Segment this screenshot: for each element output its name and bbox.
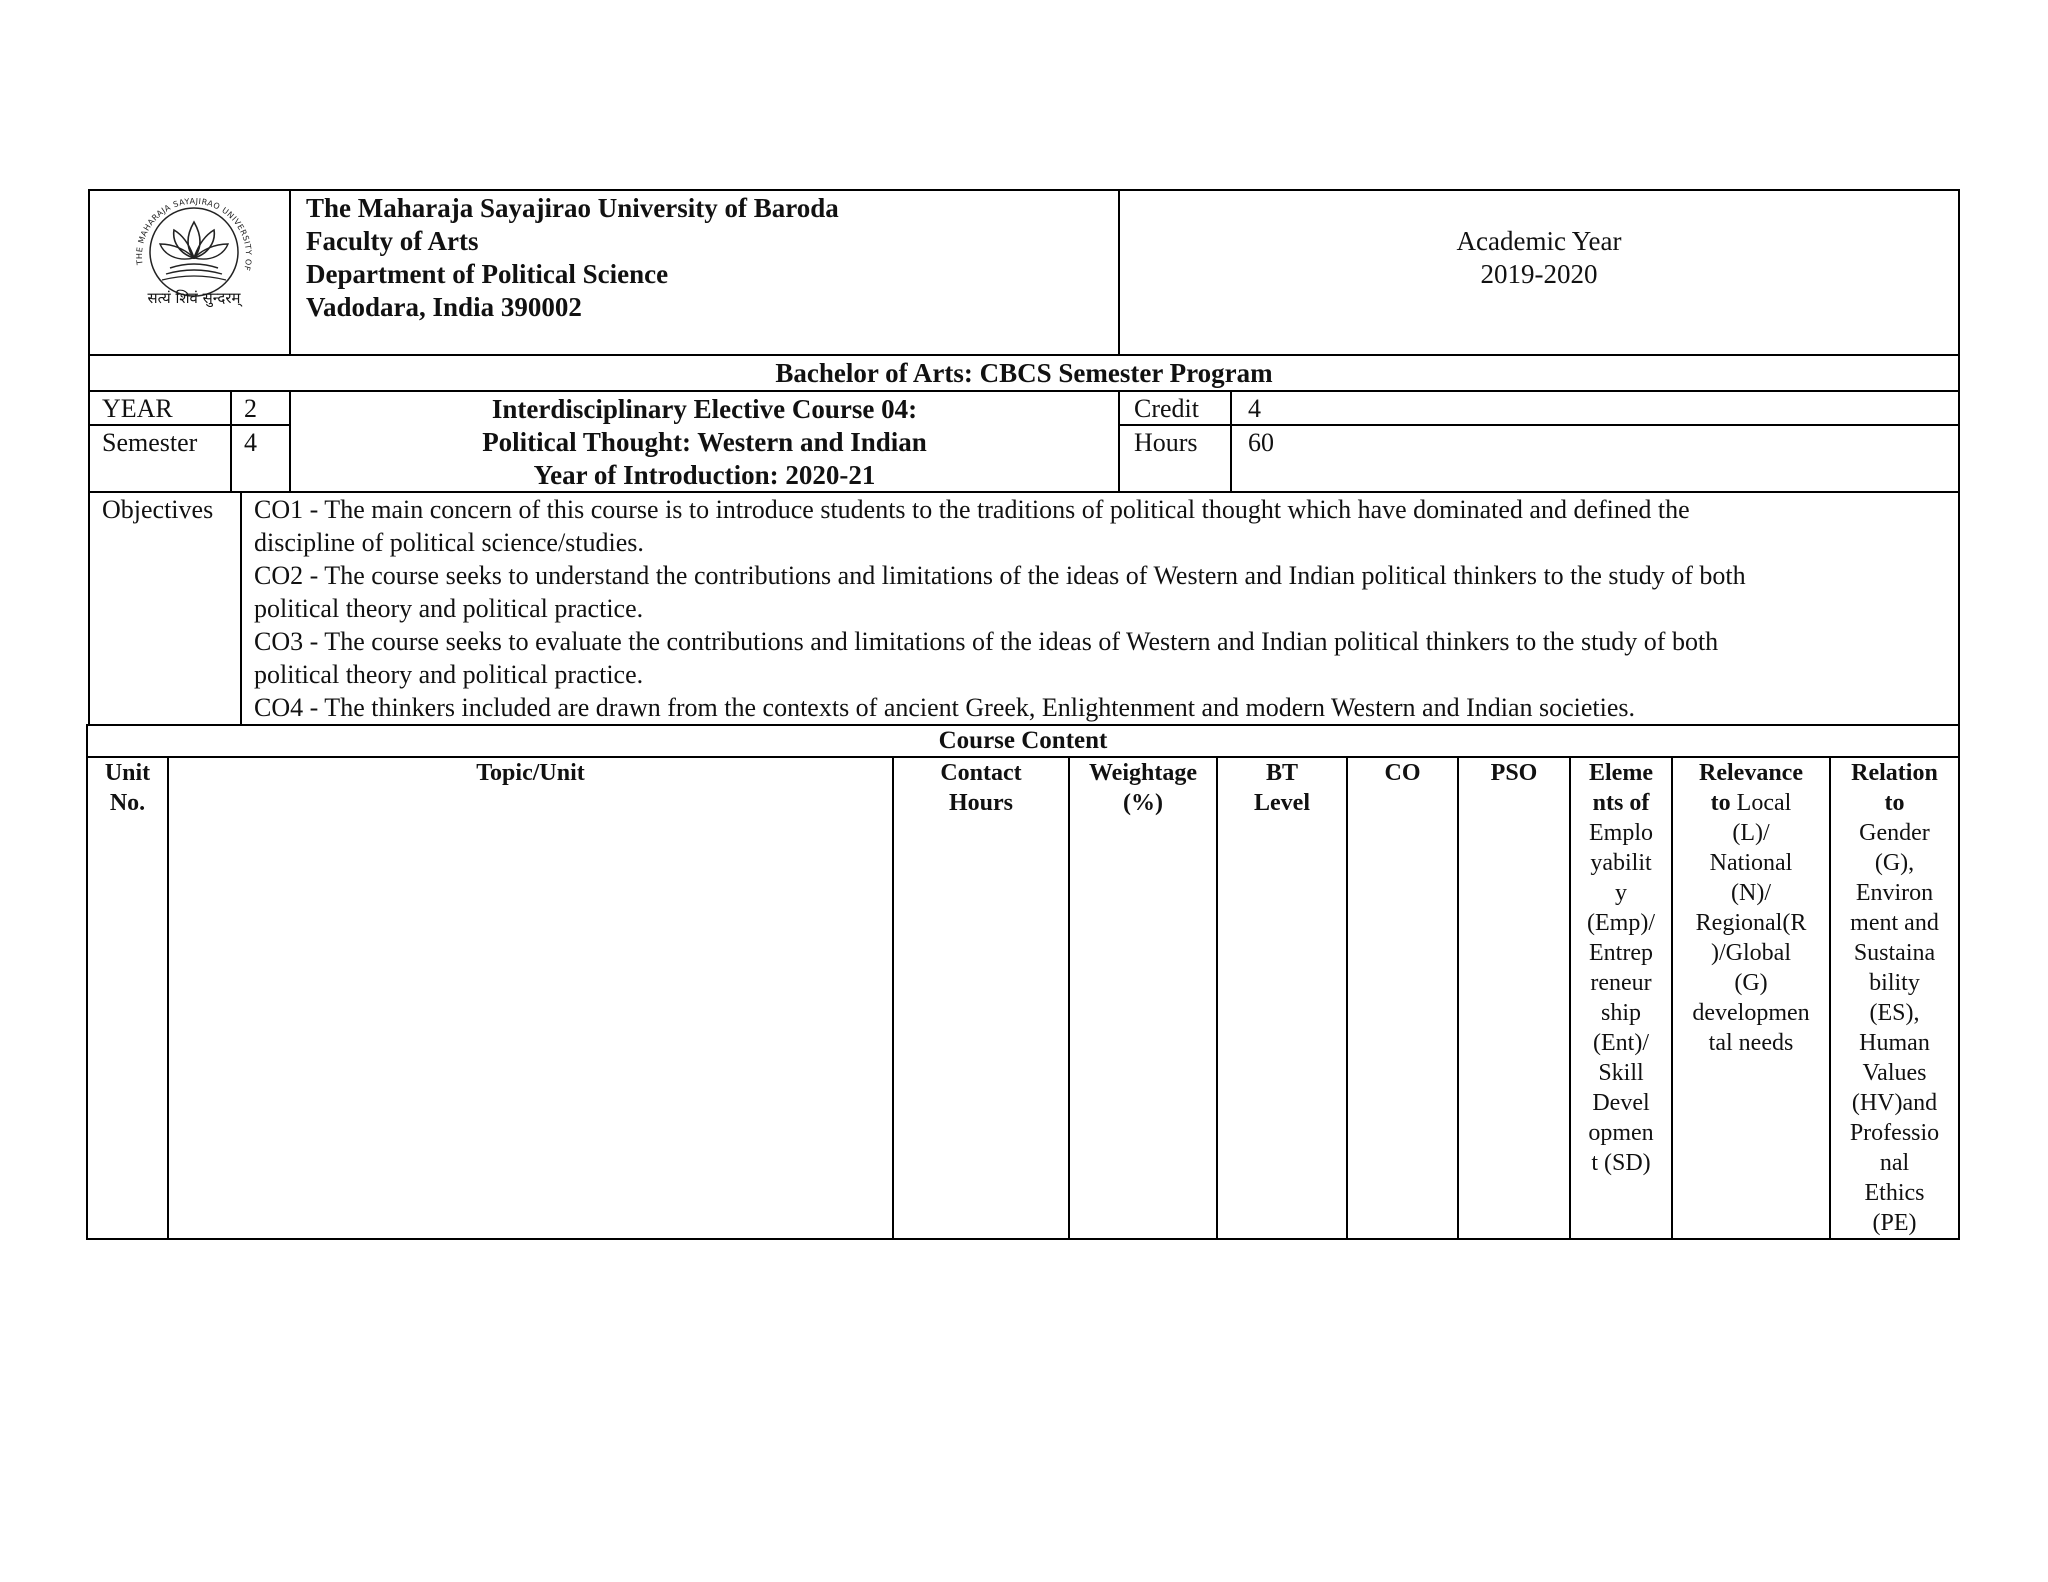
objectives-label: Objectives — [102, 495, 214, 524]
course-content-title: Course Content — [938, 727, 1108, 754]
header-text: Regional(R — [1695, 910, 1807, 936]
rule — [88, 189, 1960, 191]
rule — [1216, 756, 1218, 1240]
header-text — [1673, 788, 1829, 818]
header-text: Hours — [948, 790, 1013, 816]
header-text: Unit — [104, 760, 151, 786]
rule — [1230, 390, 1232, 492]
header-text: Gender — [1859, 820, 1930, 846]
header-text: Topic/Unit — [476, 760, 585, 786]
header-text: ship — [1600, 1000, 1641, 1026]
header-text: National — [1709, 850, 1793, 876]
header-text: (PE) — [1872, 1210, 1917, 1236]
rule — [892, 756, 894, 1240]
header-text: y — [1615, 880, 1627, 906]
academic-year-value: 2019-2020 — [1480, 259, 1598, 289]
rule — [88, 354, 1960, 356]
column-co — [1348, 758, 1457, 788]
header-text: (Ent)/ — [1593, 1030, 1649, 1056]
program-title: Bachelor of Arts: CBCS Semester Program — [775, 358, 1273, 388]
header-text: yabilit — [1590, 850, 1652, 876]
department-name: Department of Political Science — [306, 259, 669, 289]
objective-co2-cont: political theory and political practice. — [254, 594, 644, 623]
header-text: Eleme — [1589, 760, 1653, 786]
header-text: CO — [1384, 760, 1421, 786]
header-text: nal — [1879, 1150, 1910, 1176]
rule — [88, 189, 90, 726]
objectives-list — [254, 493, 1954, 724]
rule — [1346, 756, 1348, 1240]
year-label: YEAR — [102, 394, 173, 423]
hours-value: 60 — [1248, 428, 1274, 457]
rule — [1068, 756, 1070, 1240]
header-text: Professio — [1849, 1120, 1940, 1146]
header-text: (L)/ — [1732, 820, 1770, 846]
header-text: (Emp)/ — [1587, 910, 1655, 936]
header-text: Relation — [1851, 760, 1938, 786]
rule — [230, 390, 232, 492]
header-text: Weightage — [1089, 760, 1197, 786]
header-text: BT — [1265, 760, 1298, 786]
column-weightage — [1070, 758, 1216, 818]
header-text: Contact — [940, 760, 1022, 786]
course-title-line1: Interdisciplinary Elective Course 04: — [491, 394, 918, 424]
rule — [240, 491, 242, 725]
rule — [1118, 390, 1120, 492]
objective-co4: CO4 - The thinkers included are drawn from the contexts of ancient Greek, Enlightenment and modern Western and Indian societies. — [254, 693, 1636, 722]
header-text: (G) — [1734, 970, 1768, 996]
column-contact-hours — [894, 758, 1068, 818]
rule — [1457, 756, 1459, 1240]
objective-co1-cont: discipline of political science/studies. — [254, 528, 644, 557]
header-text: ment and — [1850, 910, 1939, 936]
header-text: reneur — [1590, 970, 1652, 996]
header-text: (N)/ — [1731, 880, 1771, 906]
rule — [88, 390, 1960, 392]
course-title-line2: Political Thought: Western and Indian — [482, 427, 927, 457]
objective-co3: CO3 - The course seeks to evaluate the contributions and limitations of the ideas of Western and Indian political thinkers to the study of both — [254, 627, 1719, 656]
header-text: Ethics — [1864, 1180, 1925, 1206]
objective-co1: CO1 - The main concern of this course is to introduce students to the traditions of political thought which have dominated and defined the — [254, 495, 1690, 524]
header-text: opmen — [1588, 1120, 1654, 1146]
svg-text:THE MAHARAJA SAYAJIRAO UNIVERS: THE MAHARAJA SAYAJIRAO UNIVERSITY OF — [134, 196, 254, 272]
credit-label: Credit — [1134, 394, 1199, 423]
university-logo — [104, 192, 284, 312]
header-text: (G), — [1874, 850, 1915, 876]
header-text: t (SD) — [1591, 1150, 1651, 1176]
header-text: Values — [1862, 1060, 1927, 1086]
university-address — [306, 192, 1106, 324]
column-unit-no — [88, 758, 167, 818]
header-text: bility — [1869, 970, 1920, 996]
hours-label: Hours — [1134, 428, 1198, 457]
column-topic — [169, 758, 892, 788]
header-text: (%) — [1123, 790, 1163, 816]
logo-motto: सत्यं शिवं सुन्दरम् — [147, 289, 241, 307]
header-text: Devel — [1592, 1090, 1650, 1116]
university-name: The Maharaja Sayajirao University of Baroda — [306, 193, 839, 223]
rule — [86, 1238, 1960, 1240]
header-text: Emplo — [1589, 820, 1653, 846]
column-employability — [1571, 758, 1671, 1178]
header-text: Entrep — [1589, 940, 1653, 966]
column-bt-level — [1218, 758, 1346, 818]
header-text: Environ — [1855, 880, 1934, 906]
year-value: 2 — [244, 394, 257, 423]
header-text: developmen — [1692, 1000, 1810, 1026]
header-text: Skill — [1598, 1060, 1644, 1086]
semester-label: Semester — [102, 428, 198, 457]
header-text: (HV)and — [1851, 1090, 1938, 1116]
header-text: Level — [1254, 790, 1310, 816]
header-text: to — [1884, 790, 1905, 816]
header-text: (ES), — [1869, 1000, 1920, 1026]
rule — [289, 189, 291, 355]
header-text: Relevance — [1699, 760, 1803, 786]
column-pso — [1459, 758, 1569, 788]
city-line: Vadodara, India 390002 — [306, 292, 582, 322]
header-text: tal needs — [1708, 1030, 1794, 1056]
header-text: PSO — [1490, 760, 1538, 786]
objective-co3-cont: political theory and political practice. — [254, 660, 644, 689]
header-text: Human — [1859, 1030, 1930, 1056]
semester-value: 4 — [244, 428, 257, 457]
column-relevance — [1673, 758, 1829, 1058]
rule — [1118, 424, 1960, 426]
rule — [1958, 189, 1960, 1240]
year-of-introduction: Year of Introduction: 2020-21 — [533, 460, 876, 490]
objective-co2: CO2 - The course seeks to understand the contributions and limitations of the ideas of Western and Indian political thinkers to the study of both — [254, 561, 1746, 590]
faculty-name: Faculty of Arts — [306, 226, 479, 256]
academic-year-label: Academic Year — [1456, 226, 1622, 256]
header-text: nts of — [1592, 790, 1650, 816]
header-text: Sustaina — [1853, 940, 1936, 966]
header-text: to — [1710, 790, 1731, 816]
header-text: Local — [1730, 790, 1792, 816]
header-text: No. — [109, 790, 146, 816]
column-relation — [1831, 758, 1958, 1238]
rule — [167, 756, 169, 1240]
header-text: )/Global — [1711, 940, 1791, 966]
credit-value: 4 — [1248, 394, 1261, 423]
